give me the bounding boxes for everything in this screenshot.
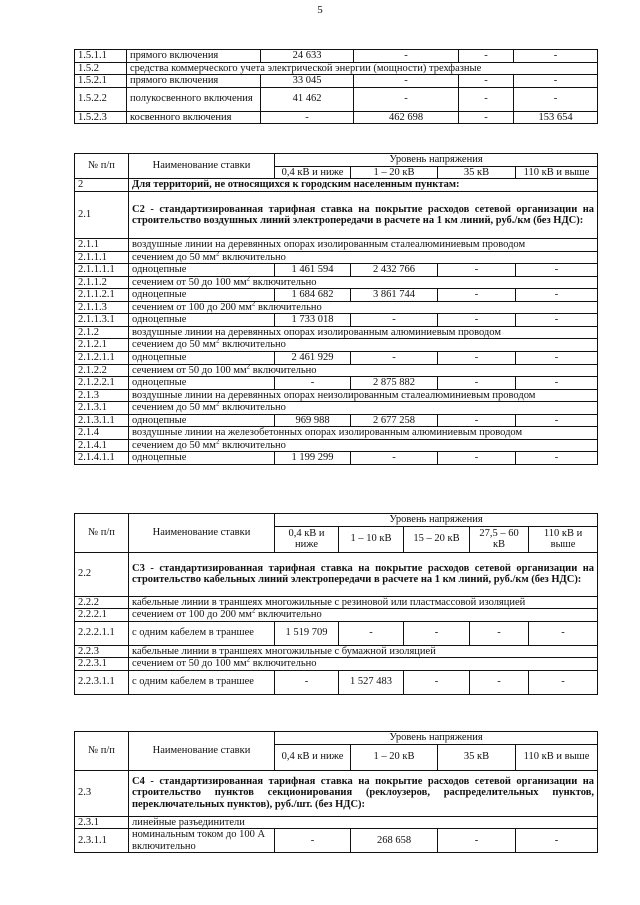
row-name — [129, 658, 598, 671]
table-row — [75, 314, 598, 327]
rate-value: - — [438, 352, 516, 365]
row-code: 1.5.2.3 — [75, 111, 127, 124]
table-row — [75, 364, 598, 377]
row-code: 2 — [75, 179, 129, 192]
rate-value: - — [470, 621, 529, 645]
row-code: 2.1.4.1.1 — [75, 452, 129, 465]
row-name-tail: включительно — [250, 658, 317, 670]
rate-value: - — [459, 111, 514, 124]
row-code: 2.1.1.3 — [75, 301, 129, 314]
rate-value: - — [459, 75, 514, 88]
row-name-tail: включительно — [219, 339, 286, 351]
row-code: 2.1.1.2 — [75, 276, 129, 289]
rate-value: - — [516, 452, 598, 465]
row-name-text: сечением от 100 до 200 мм — [132, 301, 252, 313]
row-code: 1.5.1.1 — [75, 50, 127, 63]
rate-value: - — [261, 111, 354, 124]
row-name: кабельные линии в траншеях многожильные с резиновой или пластмассовой изоляцией — [129, 596, 598, 609]
row-name — [129, 301, 598, 314]
row-code: 1.5.2 — [75, 62, 127, 75]
rate-value: - — [354, 87, 459, 111]
row-name: прямого включения — [127, 75, 261, 88]
col-header-level: 110 кВ и выше — [516, 744, 598, 770]
table-row — [75, 352, 598, 365]
rate-value: 1 527 483 — [339, 670, 404, 694]
row-code: 2.3.1 — [75, 816, 129, 829]
rate-value: 1 684 682 — [275, 289, 351, 302]
table-row — [75, 427, 598, 440]
row-name: одноцепные — [129, 289, 275, 302]
rate-value: 33 045 — [261, 75, 354, 88]
row-name-tail: включительно — [219, 251, 286, 263]
row-code: 2.2.2.1 — [75, 609, 129, 622]
rate-value: 1 733 018 — [275, 314, 351, 327]
row-name-tail: включительно — [250, 276, 317, 288]
rate-value: - — [404, 670, 470, 694]
row-code: 2.1.4 — [75, 427, 129, 440]
row-name — [129, 402, 598, 415]
row-code: 2.2.3 — [75, 645, 129, 658]
rate-value: 462 698 — [354, 111, 459, 124]
rate-value: - — [516, 377, 598, 390]
row-name-text: сечением до 50 мм — [132, 251, 216, 263]
row-name: с одним кабелем в траншее — [129, 670, 275, 694]
row-name-tail: включительно — [255, 609, 322, 621]
col-header-voltage-level: Уровень напряжения — [275, 732, 598, 745]
col-header-level: 1 – 10 кВ — [339, 526, 404, 552]
row-name — [129, 251, 598, 264]
rate-value: - — [275, 670, 339, 694]
col-header-name: Наименование ставки — [129, 154, 275, 179]
table-row — [75, 439, 598, 452]
rate-value: - — [339, 621, 404, 645]
table-row — [75, 264, 598, 277]
unit-superscript: 2 — [215, 338, 220, 345]
col-header-number: № п/п — [75, 732, 129, 771]
table-row — [75, 596, 598, 609]
row-name-text: сечением до 50 мм — [132, 439, 216, 451]
col-header-level: 1 – 20 кВ — [351, 166, 438, 179]
col-header-level: 110 кВ и выше — [529, 526, 598, 552]
rate-value: - — [459, 87, 514, 111]
unit-superscript: 2 — [246, 364, 251, 371]
table-row — [75, 75, 598, 88]
row-code: 2.1.3 — [75, 389, 129, 402]
row-name: одноцепные — [129, 264, 275, 277]
col-header-level: 15 – 20 кВ — [404, 526, 470, 552]
row-name-tail: включительно — [219, 402, 286, 414]
row-code: 2.1.1.1.1 — [75, 264, 129, 277]
rate-value: - — [516, 264, 598, 277]
rate-value: - — [354, 75, 459, 88]
table-row — [75, 452, 598, 465]
rate-value: 268 658 — [351, 829, 438, 853]
rate-value: - — [351, 352, 438, 365]
rate-value: - — [354, 50, 459, 63]
table-row — [75, 87, 598, 111]
row-name: воздушные линии на деревянных опорах неизолированным сталеалюминиевым проводом — [129, 389, 598, 402]
rate-value: 24 633 — [261, 50, 354, 63]
unit-superscript: 2 — [246, 276, 251, 283]
rate-value: - — [516, 352, 598, 365]
rate-value: - — [351, 314, 438, 327]
row-name: номинальным током до 100 А включительно — [129, 829, 275, 853]
rate-value: - — [351, 452, 438, 465]
row-code: 2.1.1.3.1 — [75, 314, 129, 327]
rate-value: - — [438, 314, 516, 327]
rate-value: 153 654 — [514, 111, 598, 124]
table-row — [75, 239, 598, 252]
row-code: 2.2 — [75, 552, 129, 596]
row-code: 2.1.1.2.1 — [75, 289, 129, 302]
row-name-tail: включительно — [250, 364, 317, 376]
table-row — [75, 816, 598, 829]
rate-value: - — [438, 377, 516, 390]
col-header-number: № п/п — [75, 154, 129, 179]
rate-value: - — [438, 289, 516, 302]
col-header-level: 1 – 20 кВ — [351, 744, 438, 770]
table-row — [75, 251, 598, 264]
col-header-name: Наименование ставки — [129, 732, 275, 771]
row-code: 2.1.2.2 — [75, 364, 129, 377]
table-row — [75, 645, 598, 658]
col-header-level: 35 кВ — [438, 166, 516, 179]
table-row — [75, 621, 598, 645]
rate-value: - — [514, 50, 598, 63]
row-code: 2.1.2.1.1 — [75, 352, 129, 365]
col-header-level: 35 кВ — [438, 744, 516, 770]
unit-superscript: 2 — [215, 251, 220, 258]
row-code: 1.5.2.1 — [75, 75, 127, 88]
row-code: 2.3 — [75, 770, 129, 816]
rate-value: - — [516, 414, 598, 427]
rate-value: - — [529, 670, 598, 694]
row-code: 2.2.2.1.1 — [75, 621, 129, 645]
rate-value: - — [404, 621, 470, 645]
rate-c4-title: С4 - стандартизированная тарифная ставка на покрытие расходов сетевой организации на строительство пунктов секционирования (реклоузеров, распределительных пунктов, переключательных пунктов), руб./шт. (без НДС): — [129, 770, 598, 816]
row-name-text: сечением от 50 до 100 мм — [132, 658, 247, 670]
unit-superscript: 2 — [251, 608, 256, 615]
row-code: 2.1.1.1 — [75, 251, 129, 264]
row-name-tail: включительно — [255, 301, 322, 313]
row-name — [129, 439, 598, 452]
table-row — [75, 377, 598, 390]
row-name: одноцепные — [129, 377, 275, 390]
rate-value: - — [529, 621, 598, 645]
tariff-table-c4 — [74, 731, 598, 853]
row-name: одноцепные — [129, 352, 275, 365]
col-header-number: № п/п — [75, 514, 129, 553]
row-name-text: сечением до 50 мм — [132, 339, 216, 351]
row-code: 2.1 — [75, 192, 129, 239]
table-row — [75, 339, 598, 352]
row-code: 2.2.3.1.1 — [75, 670, 129, 694]
rate-value: 2 875 882 — [351, 377, 438, 390]
rate-value: 1 519 709 — [275, 621, 339, 645]
rate-value: - — [438, 829, 516, 853]
row-code: 2.1.3.1.1 — [75, 414, 129, 427]
unit-superscript: 2 — [215, 401, 220, 408]
row-name-text: сечением от 50 до 100 мм — [132, 364, 247, 376]
row-code: 2.1.4.1 — [75, 439, 129, 452]
row-name: воздушные линии на железобетонных опорах изолированным алюминиевым проводом — [129, 427, 598, 440]
row-name — [129, 339, 598, 352]
table-row — [75, 658, 598, 671]
col-header-name: Наименование ставки — [129, 514, 275, 553]
page-number: 5 — [317, 4, 323, 16]
col-header-level: 27,5 – 60 кВ — [470, 526, 529, 552]
rate-value: - — [516, 314, 598, 327]
tariff-table-c2 — [74, 153, 598, 465]
row-code: 2.1.2.1 — [75, 339, 129, 352]
rate-value: 2 677 258 — [351, 414, 438, 427]
rate-value: 3 861 744 — [351, 289, 438, 302]
rate-value: - — [514, 75, 598, 88]
row-name: одноцепные — [129, 314, 275, 327]
row-code: 2.3.1.1 — [75, 829, 129, 853]
table-row — [75, 414, 598, 427]
row-name: кабельные линии в траншеях многожильные с бумажной изоляцией — [129, 645, 598, 658]
rate-value: - — [516, 829, 598, 853]
col-header-level: 110 кВ и выше — [516, 166, 598, 179]
tariff-table-c3 — [74, 513, 598, 695]
rate-value: - — [438, 414, 516, 427]
row-name: линейные разъединители — [129, 816, 598, 829]
rate-value: 2 432 766 — [351, 264, 438, 277]
col-header-voltage-level: Уровень напряжения — [275, 514, 598, 527]
table-row — [75, 301, 598, 314]
rate-value: - — [438, 452, 516, 465]
row-code: 2.1.1 — [75, 239, 129, 252]
row-code: 2.2.3.1 — [75, 658, 129, 671]
rate-value: - — [514, 87, 598, 111]
row-name: воздушные линии на деревянных опорах изолированным алюминиевым проводом — [129, 326, 598, 339]
rate-value: - — [470, 670, 529, 694]
table-row — [75, 829, 598, 853]
row-name-text: сечением от 100 до 200 мм — [132, 609, 252, 621]
table-row — [75, 670, 598, 694]
row-name: одноцепные — [129, 452, 275, 465]
rate-c2-title: С2 - стандартизированная тарифная ставка на покрытие расходов сетевой организации на строительство воздушных линий электропередачи в расчете на 1 км линий, руб./км (без НДС): — [129, 192, 598, 239]
row-name: воздушные линии на деревянных опорах изолированным сталеалюминиевым проводом — [129, 239, 598, 252]
tariff-table-continuation — [74, 49, 598, 124]
row-name — [129, 276, 598, 289]
row-name-tail: включительно — [219, 439, 286, 451]
row-name: прямого включения — [127, 50, 261, 63]
rate-value: 41 462 — [261, 87, 354, 111]
rate-value: 1 461 594 — [275, 264, 351, 277]
rate-value: - — [459, 50, 514, 63]
table-row — [75, 389, 598, 402]
row-name: косвенного включения — [127, 111, 261, 124]
row-name — [129, 364, 598, 377]
row-code: 2.2.2 — [75, 596, 129, 609]
rate-value: - — [516, 289, 598, 302]
row-name — [129, 609, 598, 622]
row-code: 2.1.3.1 — [75, 402, 129, 415]
unit-superscript: 2 — [251, 301, 256, 308]
rate-value: 969 988 — [275, 414, 351, 427]
table-row — [75, 326, 598, 339]
table-row — [75, 111, 598, 124]
row-name: средства коммерческого учета электрической энергии (мощности) трехфазные — [127, 62, 598, 75]
row-name: одноцепные — [129, 414, 275, 427]
row-code: 2.1.2 — [75, 326, 129, 339]
row-name: с одним кабелем в траншее — [129, 621, 275, 645]
rate-value: 1 199 299 — [275, 452, 351, 465]
rate-value: - — [275, 829, 351, 853]
rate-value: 2 461 929 — [275, 352, 351, 365]
table-row — [75, 289, 598, 302]
table-row — [75, 609, 598, 622]
col-header-level: 0,4 кВ и ниже — [275, 526, 339, 552]
row-name-text: сечением до 50 мм — [132, 402, 216, 414]
table-row — [75, 402, 598, 415]
row-code: 1.5.2.2 — [75, 87, 127, 111]
section-title: Для территорий, не относящихся к городским населенным пунктам: — [129, 179, 598, 192]
row-code: 2.1.2.2.1 — [75, 377, 129, 390]
rate-value: - — [438, 264, 516, 277]
row-name: полукосвенного включения — [127, 87, 261, 111]
col-header-voltage-level: Уровень напряжения — [275, 154, 598, 167]
rate-value: - — [275, 377, 351, 390]
col-header-level: 0,4 кВ и ниже — [275, 744, 351, 770]
row-name-text: сечением от 50 до 100 мм — [132, 276, 247, 288]
col-header-level: 0,4 кВ и ниже — [275, 166, 351, 179]
rate-c3-title: С3 - стандартизированная тарифная ставка на покрытие расходов сетевой организации на строительство кабельных линий электропередачи в расчете на 1 км линий, руб./км (без НДС): — [129, 552, 598, 596]
table-row — [75, 50, 598, 63]
table-row — [75, 276, 598, 289]
unit-superscript: 2 — [246, 657, 251, 664]
unit-superscript: 2 — [215, 439, 220, 446]
table-row — [75, 62, 598, 75]
